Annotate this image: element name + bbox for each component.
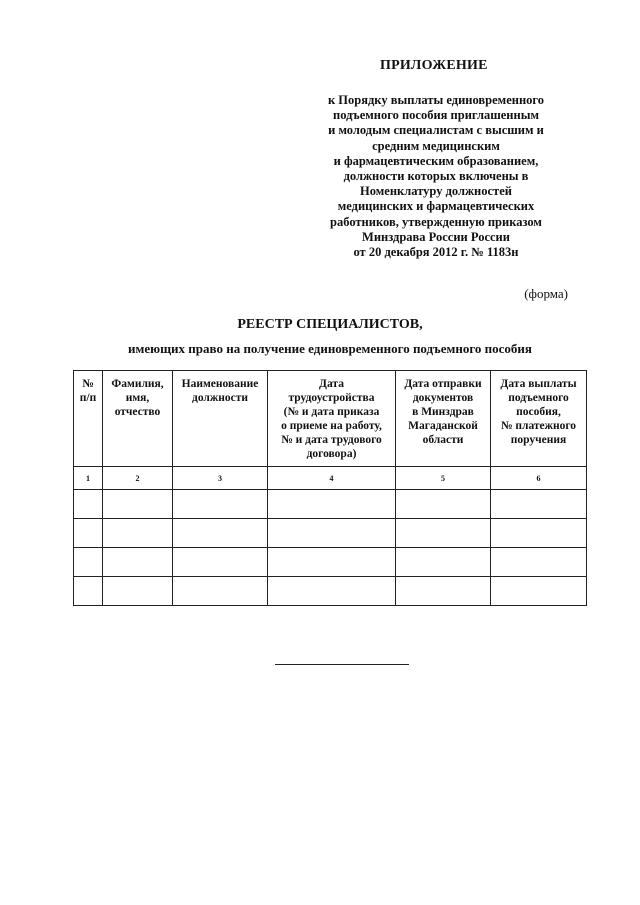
table-cell [268, 577, 396, 606]
registry-table [73, 370, 587, 606]
table-cell [103, 519, 173, 548]
table-cell [268, 548, 396, 577]
header-text: Дата выплаты [500, 378, 577, 390]
header-text: № платежного [500, 420, 577, 432]
appendix-line: Минздрава России России [362, 229, 510, 244]
table-cell [74, 519, 103, 548]
table-cell [173, 577, 268, 606]
header-text: области [422, 434, 464, 446]
header-text: Дата отправки [404, 378, 482, 390]
header-documents-sent-date [396, 371, 491, 467]
table-cell [74, 577, 103, 606]
header-payment-date [491, 371, 587, 467]
column-number-row [74, 467, 587, 490]
header-number [74, 371, 103, 467]
appendix-line: к Порядку выплаты единовременного [327, 93, 545, 107]
table-cell [396, 548, 491, 577]
registry-subtitle: имеющих право на получение единовременного подъемного пособия [128, 341, 532, 356]
form-mark: (форма) [524, 286, 568, 301]
header-text: документов [412, 392, 474, 404]
appendix-text [296, 93, 576, 260]
appendix-line: работников, утвержденную приказом [330, 214, 542, 229]
appendix-line: подъемного пособия приглашенным [333, 108, 539, 123]
table-cell [103, 577, 173, 606]
column-number: 4 [268, 467, 396, 490]
table-row [74, 519, 587, 548]
header-text: Фамилия, [111, 378, 164, 390]
appendix-line: Номенклатуру должностей [360, 184, 512, 199]
table-cell [74, 490, 103, 519]
appendix-line: средним медицинским [372, 138, 500, 153]
table-row [74, 548, 587, 577]
column-number: 1 [74, 467, 103, 490]
table-cell [491, 519, 587, 548]
header-position [173, 371, 268, 467]
appendix-title: ПРИЛОЖЕНИЕ [380, 58, 488, 73]
header-text: имя, [125, 392, 150, 404]
header-text: поручения [510, 434, 567, 446]
header-employment-date [268, 371, 396, 467]
table-cell [103, 490, 173, 519]
table-cell [491, 490, 587, 519]
header-full-name [103, 371, 173, 467]
table-cell [491, 548, 587, 577]
appendix-line: медицинских и фармацевтических [337, 199, 535, 214]
header-text: подъемного [508, 392, 569, 404]
header-text: отчество [114, 406, 161, 418]
table-cell [173, 490, 268, 519]
table-cell [103, 548, 173, 577]
appendix-line: от 20 декабря 2012 г. № 1183н [353, 245, 519, 260]
table-cell [396, 577, 491, 606]
header-text: Магаданской [408, 420, 478, 432]
appendix-line: и фармацевтическим образованием, [333, 153, 539, 168]
table-cell [396, 519, 491, 548]
table-cell [268, 519, 396, 548]
table-cell [491, 577, 587, 606]
column-number: 3 [173, 467, 268, 490]
table-cell [268, 490, 396, 519]
signature-line [275, 664, 409, 665]
header-text: договора) [306, 448, 357, 460]
header-text: п/п [79, 392, 97, 404]
table-row [74, 577, 587, 606]
table-cell [173, 519, 268, 548]
header-text: в Минздрав [412, 406, 474, 418]
appendix-line: должности которых включены в [343, 169, 529, 184]
header-text: № и дата трудового [281, 434, 382, 446]
header-text: (№ и дата приказа [283, 406, 380, 418]
column-number: 6 [491, 467, 587, 490]
header-text: трудоустройства [288, 392, 375, 404]
table-cell [396, 490, 491, 519]
table-cell [173, 548, 268, 577]
table-cell [74, 548, 103, 577]
appendix-line: и молодым специалистам с высшим и [328, 123, 544, 138]
table-header-row [74, 371, 587, 467]
header-text: пособия, [516, 406, 561, 418]
registry-title: РЕЕСТР СПЕЦИАЛИСТОВ, [237, 317, 423, 332]
table-row [74, 490, 587, 519]
header-text: должности [192, 392, 248, 404]
header-text: Дата [319, 378, 344, 390]
header-text: № [82, 378, 94, 390]
column-number: 2 [103, 467, 173, 490]
header-text: Наименование [181, 378, 259, 390]
header-text: о приеме на работу, [281, 420, 382, 432]
column-number: 5 [396, 467, 491, 490]
